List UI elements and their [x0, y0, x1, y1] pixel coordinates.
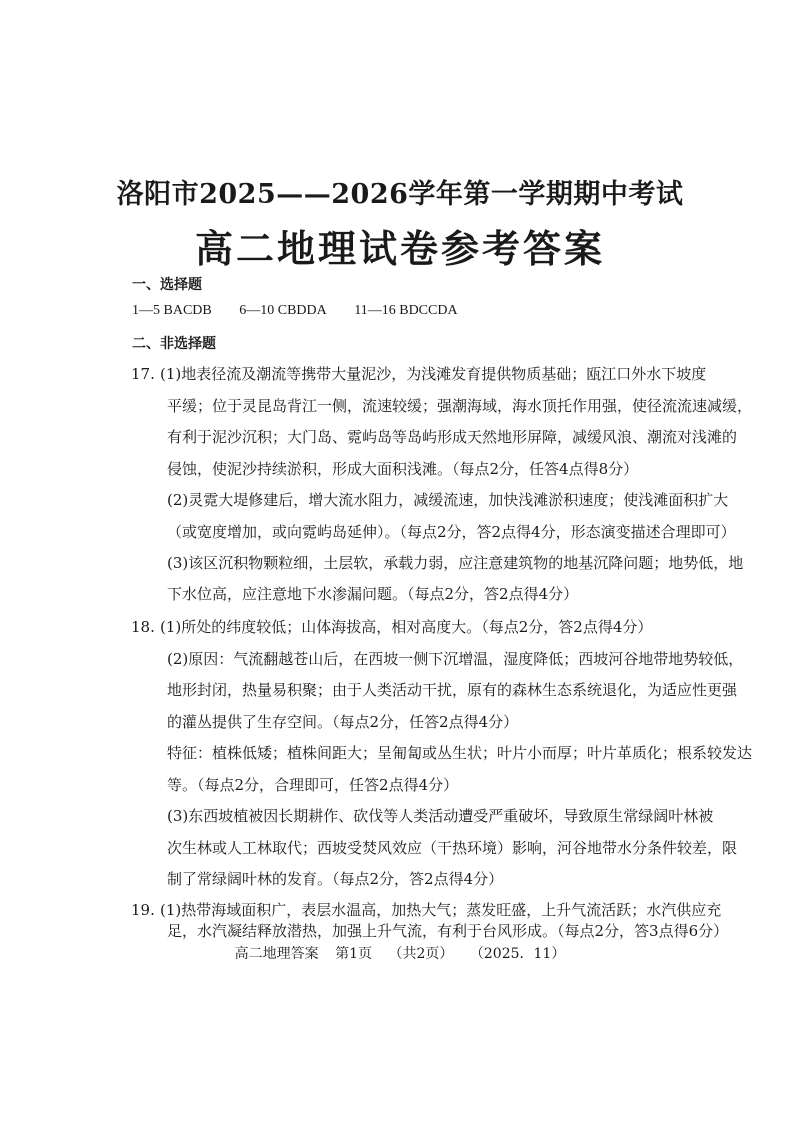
q18-line: (2)原因：气流翻越苍山后，在西坡一侧下沉增温，湿度降低；西坡河谷地带地势较低，	[167, 650, 744, 668]
footer-total-pages: （共2页）	[388, 946, 454, 962]
answer-key-title: 高二地理试卷参考答案	[194, 226, 605, 271]
q17-line: (1)地表径流及潮流等携带大量泥沙，为浅滩发育提供物质基础；瓯江口外水下坡度	[160, 365, 707, 383]
mc-answer-group: 1—5 BACDB	[132, 303, 212, 318]
footer-date: （2025．11）	[469, 946, 566, 962]
multiple-choice-answers	[132, 303, 482, 319]
footer-page-number: 第1页	[335, 946, 373, 962]
q18-line: 特征：植株低矮；植株间距大；呈匍匐或丛生状；叶片小而厚；叶片革质化；根系较发达	[167, 744, 753, 762]
section-multiple-choice-label: 一、选择题	[132, 277, 202, 293]
q18-line: (3)东西坡植被因长期耕作、砍伐等人类活动遭受严重破坏，导致原生常绿阔叶林被	[167, 807, 714, 825]
page-footer	[0, 943, 800, 963]
q17-line: (3)该区沉积物颗粒细，土层软，承载力弱，应注意建筑物的地基沉降问题；地势低，地	[167, 554, 744, 572]
q18-line: 等。（每点2分，合理即可，任答2点得4分）	[167, 776, 459, 794]
q19-line: 足，水汽凝结释放潜热，加强上升气流，有利于台风形成。（每点2分，答3点得6分）	[167, 922, 729, 940]
q17-line: 侵蚀，使泥沙持续淤积，形成大面积浅滩。（每点2分，任答4点得8分）	[167, 460, 639, 478]
section-non-choice-label: 二、非选择题	[132, 336, 216, 352]
q19-line: (1)热带海域面积广，表层水温高，加热大气；蒸发旺盛，上升气流活跃；水汽供应充	[160, 901, 722, 919]
q17-line: 有利于泥沙沉积；大门岛、霓屿岛等岛屿形成天然地形屏障，减缓风浪、潮流对浅滩的	[167, 428, 738, 446]
q18-line: 地形封闭，热量易积聚；由于人类活动干扰，原有的森林生态系统退化，为适应性更强	[167, 681, 738, 699]
question-19-number: 19.	[131, 901, 155, 919]
exam-title: 洛阳市2025——2026学年第一学期期中考试	[116, 179, 684, 210]
q17-line: 下水位高，应注意地下水渗漏问题。（每点2分，答2点得4分）	[167, 585, 579, 603]
q17-line: (2)灵霓大堤修建后，增大流水阻力，减缓流速，加快浅滩淤积速度；使浅滩面积扩大	[167, 491, 729, 509]
question-17-number: 17.	[131, 365, 155, 383]
q18-line: 次生林或人工林取代；西坡受焚风效应（干热环境）影响，河谷地带水分条件较差，限	[167, 839, 738, 857]
footer-subject: 高二地理答案	[234, 946, 319, 962]
mc-answer-group: 11—16 BDCCDA	[354, 303, 458, 318]
q18-line: (1)所处的纬度较低；山体海拔高，相对高度大。（每点2分，答2点得4分）	[160, 618, 653, 636]
q17-line: 平缓；位于灵昆岛背江一侧，流速较缓；强潮海域，海水顶托作用强，使径流流速减缓，	[167, 397, 753, 415]
q17-line: （或宽度增加，或向霓屿岛延伸）。（每点2分，答2点得4分，形态演变描述合理即可）	[167, 523, 736, 541]
question-18-number: 18.	[131, 618, 155, 636]
q18-line: 的灌丛提供了生存空间。（每点2分，任答2点得4分）	[167, 713, 519, 731]
mc-answer-group: 6—10 CBDDA	[239, 303, 327, 318]
q18-line: 制了常绿阔叶林的发育。（每点2分，答2点得4分）	[167, 870, 504, 888]
